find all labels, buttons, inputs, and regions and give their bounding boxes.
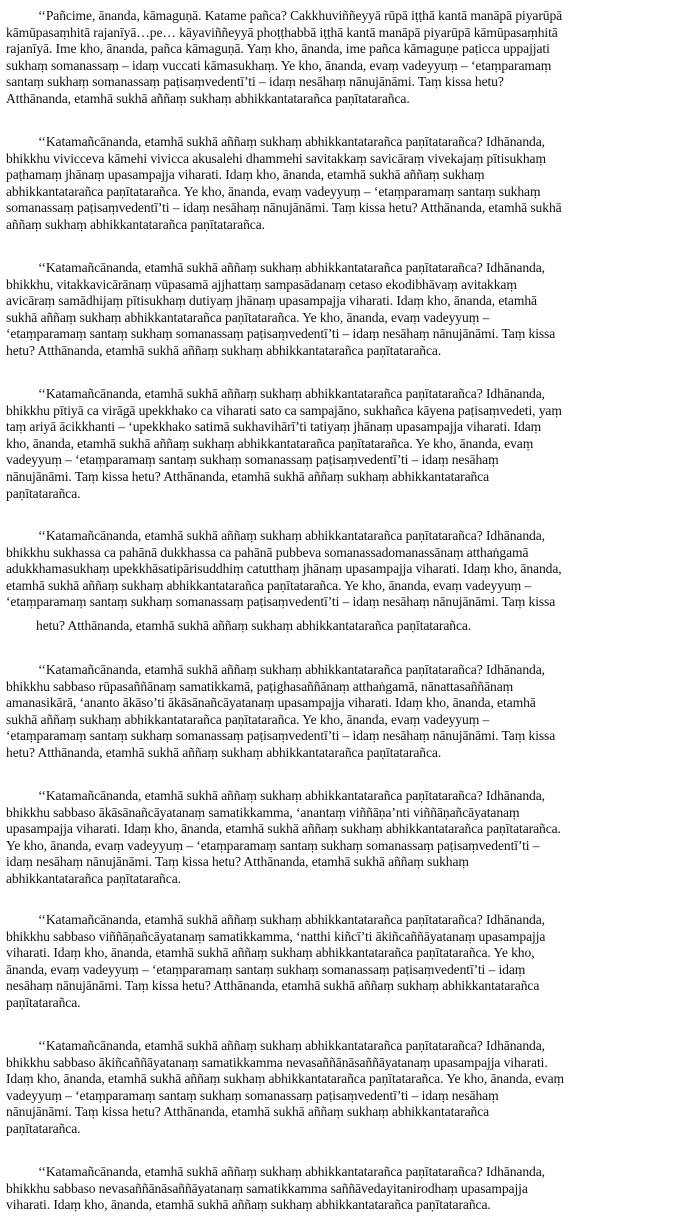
text-line: hetu? Atthānanda, etamhā sukhā aññaṃ sukhaṃ abhikkantatarañca paṇītatarañca. <box>6 744 442 760</box>
text-line: paṭhamaṃ jhānaṃ upasampajja viharati. Idaṃ kho, ānanda, etamhā sukhā aññaṃ sukhaṃ <box>6 167 485 183</box>
paragraph-8 <box>6 912 674 1012</box>
text-line: bhikkhu sabbaso ākāsānañcāyatanaṃ samatikkamma, ‘anantaṃ viññāṇa’nti viññāṇañcāyatanaṃ <box>6 804 520 820</box>
text-line: ‘‘Katamañcānanda, etamhā sukhā aññaṃ sukhaṃ abhikkantatarañca paṇītatarañca? Idhānanda, <box>38 1164 545 1179</box>
paragraph-2 <box>6 134 674 234</box>
text-line: Ye kho, ānanda, evaṃ vadeyyuṃ – ‘etaṃparamaṃ santaṃ sukhaṃ somanassaṃ paṭisaṃvedentī’ti – <box>6 837 540 853</box>
paragraph-7 <box>6 788 674 888</box>
text-line: idaṃ nesāhaṃ nānujānāmi. Taṃ kissa hetu? Atthānanda, etamhā sukhā aññaṃ sukhaṃ <box>6 854 469 870</box>
text-line: ‘‘Katamañcānanda, etamhā sukhā aññaṃ sukhaṃ abhikkantatarañca paṇītatarañca? Idhānanda, <box>38 912 545 927</box>
text-line: abhikkantatarañca paṇītatarañca. Ye kho, ānanda, evaṃ vadeyyuṃ – ‘etaṃparamaṃ santaṃ sukhaṃ <box>6 183 541 199</box>
text-line: ‘‘Katamañcānanda, etamhā sukhā aññaṃ sukhaṃ abhikkantatarañca paṇītatarañca? Idhānanda, <box>38 1038 545 1053</box>
text-line: vadeyyuṃ – ‘etaṃparamaṃ santaṃ sukhaṃ somanassaṃ paṭisaṃvedentī’ti – idaṃ nesāhaṃ <box>6 1087 499 1103</box>
text-line: viharati. Idaṃ kho, ānanda, etamhā sukhā aññaṃ sukhaṃ abhikkantatarañca paṇītatarañca. Ye kho, <box>6 945 535 961</box>
paragraph-1 <box>6 8 674 108</box>
text-line: viharati. Idaṃ kho, ānanda, etamhā sukhā aññaṃ sukhaṃ abhikkantatarañca paṇītatarañca. <box>6 1197 491 1213</box>
text-line: Idaṃ kho, ānanda, etamhā sukhā aññaṃ sukhaṃ abhikkantatarañca paṇītatarañca. Ye kho, ānanda, evaṃ <box>6 1071 564 1087</box>
text-line: ānanda, evaṃ vadeyyuṃ – ‘etaṃparamaṃ santaṃ sukhaṃ somanassaṃ paṭisaṃvedentī’ti – idaṃ <box>6 961 526 977</box>
text-line: bhikkhu vivicceva kāmehi vivicca akusalehi dhammehi savitakkaṃ savicāraṃ vivekajaṃ pītisukhaṃ <box>6 150 546 166</box>
paragraph-6 <box>6 662 674 762</box>
text-line: nesāhaṃ nānujānāmi. Taṃ kissa hetu? Atthānanda, etamhā sukhā aññaṃ sukhaṃ abhikkantatarañca <box>6 978 540 994</box>
text-line: nānujānāmi. Taṃ kissa hetu? Atthānanda, etamhā sukhā aññaṃ sukhaṃ abhikkantatarañca <box>6 468 490 484</box>
paragraph-3 <box>6 260 674 360</box>
text-line: hetu? Atthānanda, etamhā sukhā aññaṃ sukhaṃ abhikkantatarañca paṇītatarañca. <box>6 342 442 358</box>
text-line: avicāraṃ samādhijaṃ pītisukhaṃ dutiyaṃ jhānaṃ upasampajja viharati. Idaṃ kho, ānanda, etamhā <box>6 293 537 309</box>
paragraph-5-trailing <box>36 618 666 635</box>
text-line: hetu? Atthānanda, etamhā sukhā aññaṃ sukhaṃ abhikkantatarañca paṇītatarañca. <box>36 618 472 633</box>
text-line: rajanīyā. Ime kho, ānanda, pañca kāmaguṇā. Yaṃ kho, ānanda, ime pañca kāmaguṇe paṭicca uppajjati <box>6 41 550 57</box>
text-line: abhikkantatarañca paṇītatarañca. <box>6 870 181 886</box>
text-line: ‘etaṃparamaṃ santaṃ sukhaṃ somanassaṃ paṭisaṃvedentī’ti – idaṃ nesāhaṃ nānujānāmi. Taṃ kissa <box>6 326 556 342</box>
text-line: amanasikārā, ‘ananto ākāso’ti ākāsānañcāyatanaṃ upasampajja viharati. Idaṃ kho, ānanda, etamhā <box>6 695 536 711</box>
text-line: ‘‘Katamañcānanda, etamhā sukhā aññaṃ sukhaṃ abhikkantatarañca paṇītatarañca? Idhānanda, <box>38 386 545 401</box>
text-line: taṃ ariyā ācikkhanti – ‘upekkhako satimā sukhavihārī’ti tatiyaṃ jhānaṃ upasampajja viharati. Idaṃ <box>6 419 542 435</box>
text-line: nānujānāmi. Taṃ kissa hetu? Atthānanda, etamhā sukhā aññaṃ sukhaṃ abhikkantatarañca <box>6 1104 490 1120</box>
text-line: ‘‘Katamañcānanda, etamhā sukhā aññaṃ sukhaṃ abhikkantatarañca paṇītatarañca? Idhānanda, <box>38 260 545 275</box>
text-line: vadeyyuṃ – ‘etaṃparamaṃ santaṃ sukhaṃ somanassaṃ paṭisaṃvedentī’ti – idaṃ nesāhaṃ <box>6 452 499 468</box>
text-line: sukhā aññaṃ sukhaṃ abhikkantatarañca paṇītatarañca. Ye kho, ānanda, evaṃ vadeyyuṃ – <box>6 309 490 325</box>
text-line: kho, ānanda, etamhā sukhā aññaṃ sukhaṃ abhikkantatarañca paṇītatarañca. Ye kho, ānanda, evaṃ <box>6 435 534 451</box>
text-line: bhikkhu, vitakkavicārānaṃ vūpasamā ajjhattaṃ sampasādanaṃ cetaso ekodibhāvaṃ avitakkaṃ <box>6 276 517 292</box>
text-line: etamhā sukhā aññaṃ sukhaṃ abhikkantatarañca paṇītatarañca. Ye kho, ānanda, evaṃ vadeyyuṃ – <box>6 577 532 593</box>
text-line: ‘etaṃparamaṃ santaṃ sukhaṃ somanassaṃ paṭisaṃvedentī’ti – idaṃ nesāhaṃ nānujānāmi. Taṃ kissa <box>6 594 556 610</box>
paragraph-4 <box>6 386 674 502</box>
text-line: sukhā aññaṃ sukhaṃ abhikkantatarañca paṇītatarañca. Ye kho, ānanda, evaṃ vadeyyuṃ – <box>6 711 490 727</box>
text-line: sukhaṃ somanassaṃ – idaṃ vuccati kāmasukhaṃ. Ye kho, ānanda, evaṃ vadeyyuṃ – ‘etaṃparamaṃ <box>6 57 552 73</box>
text-line: ‘‘Pañcime, ānanda, kāmaguṇā. Katame pañca? Cakkhuviññeyyā rūpā iṭṭhā kantā manāpā piyarūpā <box>38 8 563 23</box>
text-line: bhikkhu sabbaso ākiñcaññāyatanaṃ samatikkamma nevasaññānāsaññāyatanaṃ upasampajja viharati. <box>6 1054 548 1070</box>
text-line: aññaṃ sukhaṃ abhikkantatarañca paṇītatarañca. <box>6 216 265 232</box>
text-line: bhikkhu sabbaso viññāṇañcāyatanaṃ samatikkamma, ‘natthi kiñcī’ti ākiñcaññāyatanaṃ upasampajja <box>6 928 546 944</box>
text-line: bhikkhu sabbaso rūpasaññānaṃ samatikkamā, paṭighasaññānaṃ atthaṅgamā, nānattasaññānaṃ <box>6 678 514 694</box>
text-line: ‘‘Katamañcānanda, etamhā sukhā aññaṃ sukhaṃ abhikkantatarañca paṇītatarañca? Idhānanda, <box>38 528 545 543</box>
text-line: Atthānanda, etamhā sukhā aññaṃ sukhaṃ abhikkantatarañca paṇītatarañca. <box>6 90 410 106</box>
paragraph-5 <box>6 528 674 611</box>
text-line: paṇītatarañca. <box>6 994 81 1010</box>
text-line: paṇītatarañca. <box>6 485 81 501</box>
text-line: ‘etaṃparamaṃ santaṃ sukhaṃ somanassaṃ paṭisaṃvedentī’ti – idaṃ nesāhaṃ nānujānāmi. Taṃ kissa <box>6 728 556 744</box>
text-line: ‘‘Katamañcānanda, etamhā sukhā aññaṃ sukhaṃ abhikkantatarañca paṇītatarañca? Idhānanda, <box>38 662 545 677</box>
text-line: bhikkhu sabbaso nevasaññānāsaññāyatanaṃ samatikkamma saññāvedayitanirodhaṃ upasampajja <box>6 1180 528 1196</box>
paragraph-10 <box>6 1164 674 1214</box>
text-line: upasampajja viharati. Idaṃ kho, ānanda, etamhā sukhā aññaṃ sukhaṃ abhikkantatarañca paṇītatarañca. <box>6 821 561 837</box>
text-line: paṇītatarañca. <box>6 1120 81 1136</box>
text-line: somanassaṃ paṭisaṃvedentī’ti – idaṃ nesāhaṃ nānujānāmi. Taṃ kissa hetu? Atthānanda, etamhā sukhā <box>6 200 562 216</box>
text-line: bhikkhu pītiyā ca virāgā upekkhako ca viharati sato ca sampajāno, sukhañca kāyena paṭisaṃvedeti, yaṃ <box>6 402 562 418</box>
text-line: santaṃ sukhaṃ somanassaṃ paṭisaṃvedentī’ti – idaṃ nesāhaṃ nānujānāmi. Taṃ kissa hetu? <box>6 74 504 90</box>
text-line: ‘‘Katamañcānanda, etamhā sukhā aññaṃ sukhaṃ abhikkantatarañca paṇītatarañca? Idhānanda, <box>38 788 545 803</box>
paragraph-9 <box>6 1038 674 1138</box>
text-line: adukkhamasukhaṃ upekkhāsatipārisuddhiṃ catutthaṃ jhānaṃ upasampajja viharati. Idaṃ kho, ānanda, <box>6 561 562 577</box>
text-line: bhikkhu sukhassa ca pahānā dukkhassa ca pahānā pubbeva somanassadomanassānaṃ atthaṅgamā <box>6 544 529 560</box>
text-line: kāmūpasaṃhitā rajanīyā…pe… kāyaviññeyyā phoṭṭhabbā iṭṭhā kantā manāpā piyarūpā kāmūpasaṃhitā <box>6 24 558 40</box>
text-line: ‘‘Katamañcānanda, etamhā sukhā aññaṃ sukhaṃ abhikkantatarañca paṇītatarañca? Idhānanda, <box>38 134 545 149</box>
